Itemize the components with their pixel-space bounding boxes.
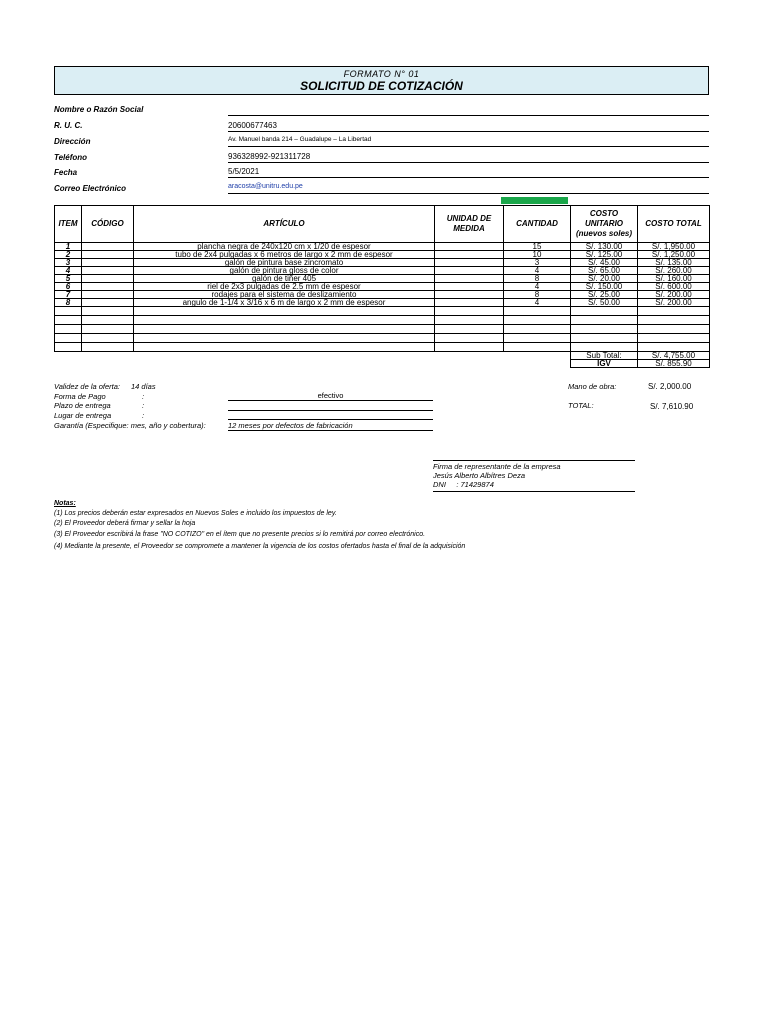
cell-cantidad xyxy=(504,307,571,316)
cell-codigo xyxy=(82,299,134,307)
page-title: SOLICITUD DE COTIZACIÓN xyxy=(300,79,463,93)
field-value-direccion: Av. Manuel banda 214 – Guadalupe – La Libertad xyxy=(228,136,709,147)
cell-costo-total: S/. 200.00 xyxy=(638,299,710,307)
cell-costo-unitario: S/. 20.00 xyxy=(571,275,638,283)
table-row xyxy=(55,325,710,334)
cell-cantidad xyxy=(504,325,571,334)
cell-item: 5 xyxy=(55,275,82,283)
cell-item: 4 xyxy=(55,267,82,275)
signature-name: Jesús Alberto Albítres Deza xyxy=(433,471,525,480)
cell-cantidad: 10 xyxy=(504,251,571,259)
validez-label: Validez de la oferta: xyxy=(54,382,121,391)
cell-costo-total: S/. 260.00 xyxy=(638,267,710,275)
cell-unidad xyxy=(435,334,504,343)
table-row xyxy=(55,334,710,343)
cell-costo-total xyxy=(638,334,710,343)
forma-pago-colon: : xyxy=(142,392,145,401)
cell-costo-unitario: S/. 50.00 xyxy=(571,299,638,307)
cell-costo-unitario: S/. 25.00 xyxy=(571,291,638,299)
cell-costo-unitario: S/. 130.00 xyxy=(571,243,638,251)
field-label-ruc: R. U. C. xyxy=(54,121,83,130)
field-label-telefono: Teléfono xyxy=(54,153,88,162)
field-value-telefono: 936328992-921311728 xyxy=(228,152,709,163)
cell-costo-total: S/. 1,250.00 xyxy=(638,251,710,259)
cell-cantidad: 4 xyxy=(504,267,571,275)
format-label: FORMATO N° 01 xyxy=(343,69,420,79)
cell-unidad xyxy=(435,243,504,251)
cell-articulo: plancha negra de 240x120 cm x 1/20 de espesor xyxy=(134,243,435,251)
cell-articulo: angulo de 1-1/4 x 3/16 x 6 m de largo x 2 mm de espesor xyxy=(134,299,435,307)
cell-costo-total: S/. 135.00 xyxy=(638,259,710,267)
cell-cantidad: 4 xyxy=(504,283,571,291)
cell-costo-total xyxy=(638,325,710,334)
cell-costo-unitario xyxy=(571,307,638,316)
cell-cantidad: 8 xyxy=(504,291,571,299)
field-value-correo: aracosta@unitru.edu.pe xyxy=(228,183,709,194)
cell-articulo: galón de tiñer 405 xyxy=(134,275,435,283)
cell-cantidad xyxy=(504,343,571,352)
col-header-cantidad: CANTIDAD xyxy=(504,206,571,243)
cell-articulo: tubo de 2x4 pulgadas x 6 metros de largo x 2 mm de espesor xyxy=(134,251,435,259)
cell-cantidad: 15 xyxy=(504,243,571,251)
plazo-label: Plazo de entrega xyxy=(54,401,111,410)
items-table xyxy=(54,205,710,368)
cell-articulo xyxy=(134,316,435,325)
cell-unidad xyxy=(435,259,504,267)
notes-title: Notas: xyxy=(54,500,76,507)
cell-costo-unitario: S/. 45.00 xyxy=(571,259,638,267)
table-row xyxy=(55,307,710,316)
cell-unidad xyxy=(435,275,504,283)
table-row xyxy=(55,299,710,307)
lugar-label: Lugar de entrega xyxy=(54,411,112,420)
cell-unidad xyxy=(435,251,504,259)
signature-block xyxy=(433,460,635,492)
cell-item xyxy=(55,316,82,325)
cell-cantidad xyxy=(504,316,571,325)
cell-codigo xyxy=(82,334,134,343)
cell-codigo xyxy=(82,275,134,283)
mano-obra-label: Mano de obra: xyxy=(568,382,617,391)
cell-costo-total xyxy=(638,316,710,325)
cell-unidad xyxy=(435,267,504,275)
cell-costo-unitario xyxy=(571,316,638,325)
cell-unidad xyxy=(435,283,504,291)
cell-codigo xyxy=(82,259,134,267)
cell-codigo xyxy=(82,343,134,352)
cell-articulo: rodajes para el sistema de deslizamiento xyxy=(134,291,435,299)
cell-costo-unitario: S/. 65.00 xyxy=(571,267,638,275)
cell-item: 3 xyxy=(55,259,82,267)
cell-cantidad: 4 xyxy=(504,299,571,307)
garantia-value: 12 meses por defectos de fabricación xyxy=(228,421,433,431)
col-header-costo-total: COSTO TOTAL xyxy=(638,206,710,243)
cell-unidad xyxy=(435,307,504,316)
plazo-line xyxy=(228,410,433,411)
cell-cantidad: 3 xyxy=(504,259,571,267)
subtotal-label: Sub Total: xyxy=(571,352,638,360)
cell-codigo xyxy=(82,291,134,299)
cell-codigo xyxy=(82,267,134,275)
signature-title: Firma de representante de la empresa xyxy=(433,462,561,471)
note-4: (4) Mediante la presente, el Proveedor se compromete a mantener la vigencia de los costos ofertados hasta el final de la adquisición xyxy=(54,543,466,550)
cell-unidad xyxy=(435,325,504,334)
total-value: S/. 7,610.90 xyxy=(650,402,694,411)
cell-articulo xyxy=(134,334,435,343)
cell-costo-total: S/. 600.00 xyxy=(638,283,710,291)
cell-costo-unitario: S/. 125.00 xyxy=(571,251,638,259)
igv-label: IGV xyxy=(571,360,638,368)
total-label: TOTAL: xyxy=(568,401,594,410)
signature-dni: DNI : 71429874 xyxy=(433,480,494,489)
cell-item xyxy=(55,307,82,316)
cell-costo-total: S/. 1,950.00 xyxy=(638,243,710,251)
cell-articulo xyxy=(134,307,435,316)
cell-costo-total xyxy=(638,307,710,316)
cell-articulo: riel de 2x3 pulgadas de 2.5 mm de espesor xyxy=(134,283,435,291)
cell-codigo xyxy=(82,283,134,291)
field-value-ruc: 20600677463 xyxy=(228,121,709,132)
cell-unidad xyxy=(435,316,504,325)
table-row xyxy=(55,316,710,325)
lugar-line xyxy=(228,419,433,420)
table-header-row xyxy=(55,206,710,243)
note-2: (2) El Proveedor deberá firmar y sellar la hoja xyxy=(54,520,196,527)
cell-item xyxy=(55,325,82,334)
cell-costo-unitario xyxy=(571,334,638,343)
cell-articulo xyxy=(134,343,435,352)
igv-row xyxy=(55,360,710,368)
cell-codigo xyxy=(82,243,134,251)
subtotal-row xyxy=(55,352,710,360)
cell-costo-unitario xyxy=(571,325,638,334)
cell-item: 1 xyxy=(55,243,82,251)
col-header-codigo: CÓDIGO xyxy=(82,206,134,243)
validez-value: 14 días xyxy=(131,382,156,391)
subtotal-value: S/. 4,755.00 xyxy=(638,352,710,360)
cell-unidad xyxy=(435,291,504,299)
cell-codigo xyxy=(82,325,134,334)
cell-costo-total: S/. 200.00 xyxy=(638,291,710,299)
form-header xyxy=(54,66,709,95)
cell-item: 8 xyxy=(55,299,82,307)
mano-obra-value: S/. 2,000.00 xyxy=(648,382,692,391)
green-marker xyxy=(501,197,568,204)
cell-articulo: galón de pintura gloss de color xyxy=(134,267,435,275)
cell-item: 7 xyxy=(55,291,82,299)
note-3: (3) El Proveedor escribirá la frase "NO COTIZO" en el ítem que no presente precios si lo remitirá por correo electrónico. xyxy=(54,531,426,538)
col-header-unidad: UNIDAD DE MEDIDA xyxy=(435,206,504,243)
col-header-item: ITEM xyxy=(55,206,82,243)
cell-codigo xyxy=(82,316,134,325)
cell-articulo: galón de pintura base zincromato xyxy=(134,259,435,267)
forma-pago-label: Forma de Pago xyxy=(54,392,106,401)
igv-value: S/. 855.90 xyxy=(638,360,710,368)
cell-unidad xyxy=(435,299,504,307)
cell-cantidad xyxy=(504,334,571,343)
field-label-razon-social: Nombre o Razón Social xyxy=(54,105,144,114)
field-label-fecha: Fecha xyxy=(54,168,78,177)
cell-costo-unitario: S/. 150.00 xyxy=(571,283,638,291)
cell-item xyxy=(55,334,82,343)
lugar-colon: : xyxy=(142,411,145,420)
cell-articulo xyxy=(134,325,435,334)
note-1: (1) Los precios deberán estar expresados en Nuevos Soles e incluido los impuestos de ley. xyxy=(54,510,337,517)
field-label-correo: Correo Electrónico xyxy=(54,184,127,193)
cell-item xyxy=(55,343,82,352)
col-header-articulo: ARTÍCULO xyxy=(134,206,435,243)
cell-codigo xyxy=(82,307,134,316)
field-line-razon-social xyxy=(228,115,709,116)
plazo-colon: : xyxy=(142,401,145,410)
field-label-direccion: Dirección xyxy=(54,137,91,146)
cell-item: 6 xyxy=(55,283,82,291)
cell-costo-total: S/. 160.00 xyxy=(638,275,710,283)
cell-item: 2 xyxy=(55,251,82,259)
cell-unidad xyxy=(435,343,504,352)
forma-pago-value: efectivo xyxy=(228,391,433,401)
cell-cantidad: 8 xyxy=(504,275,571,283)
field-value-fecha: 5/5/2021 xyxy=(228,167,709,178)
garantia-label: Garantía (Especifique: mes, año y cobertura): xyxy=(54,421,206,430)
col-header-costo-unitario: COSTO UNITARIO (nuevos soles) xyxy=(571,206,638,243)
cell-codigo xyxy=(82,251,134,259)
